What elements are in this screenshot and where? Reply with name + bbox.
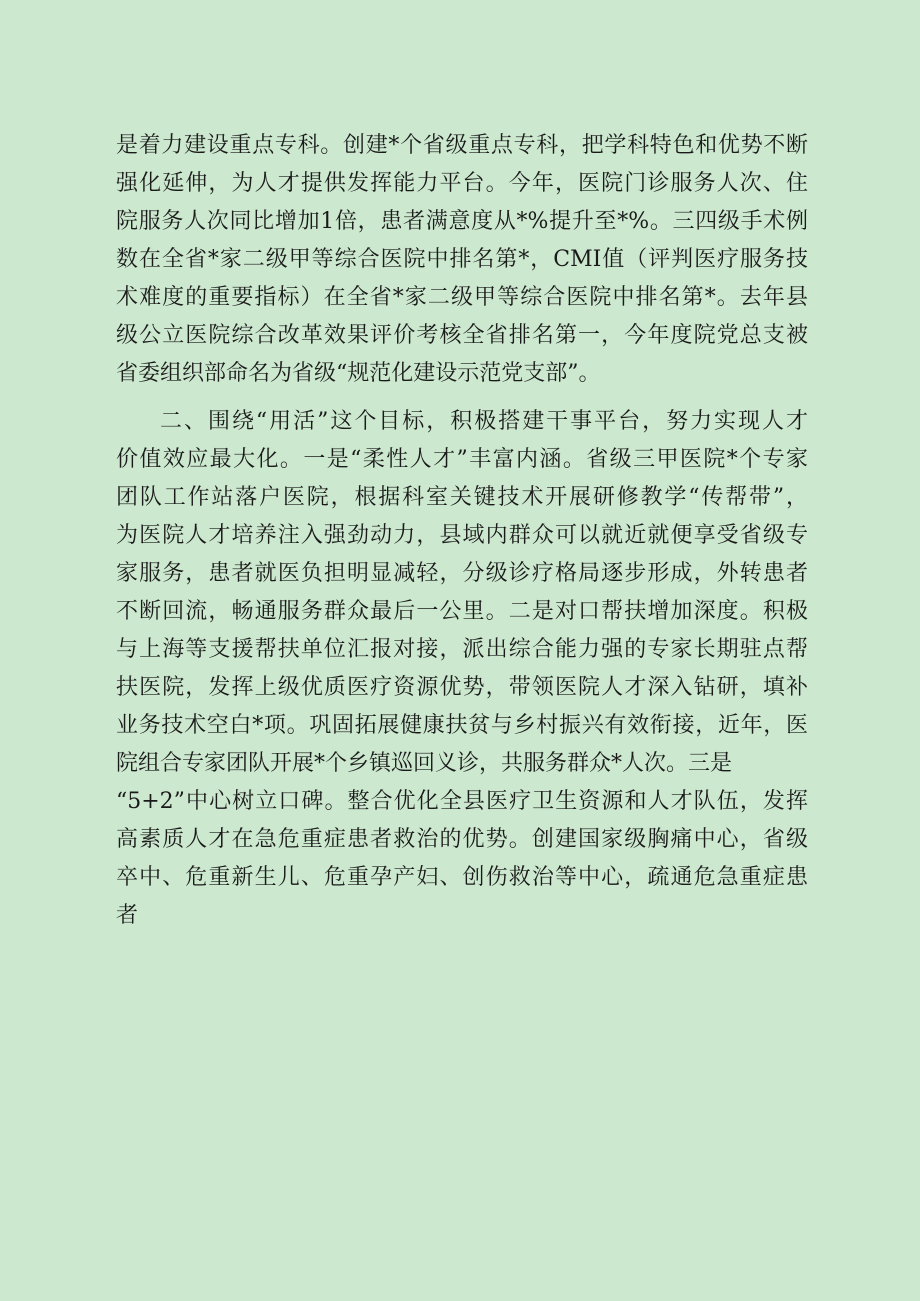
text-line: “5+2”中心树立口碑。整合优化全县医疗卫生资源和人才队伍，发挥 — [116, 789, 808, 814]
text-line: 不断回流，畅通服务群众最后一公里。二是对口帮扶增加深度。积极 — [116, 599, 808, 624]
paragraph-2 — [116, 403, 808, 935]
text-line: 级公立医院综合改革效果评价考核全省排名第一，今年度院党总支被 — [116, 323, 808, 348]
text-line: 省委组织部命名为省级“规范化建设示范党支部”。 — [116, 361, 601, 386]
text-line: 家服务，患者就医负担明显减轻，分级诊疗格局逐步形成，外转患者 — [116, 561, 808, 586]
text-line: 院组合专家团队开展*个乡镇巡回义诊，共服务群众*人次。三是 — [116, 751, 733, 776]
text-line: 为医院人才培养注入强劲动力，县域内群众可以就近就便享受省级专 — [116, 523, 808, 548]
paragraph-gap — [116, 393, 808, 403]
paragraph-1 — [116, 127, 808, 393]
text-line: 卒中、危重新生儿、危重孕产妇、创伤救治等中心，疏通危急重症患 — [116, 865, 808, 890]
text-line: 者 — [116, 903, 139, 928]
text-line: 业务技术空白*项。巩固拓展健康扶贫与乡村振兴有效衔接，近年，医 — [116, 713, 808, 738]
document-body — [116, 127, 808, 935]
text-line: 价值效应最大化。一是“柔性人才”丰富内涵。省级三甲医院*个专家 — [116, 447, 808, 472]
text-line: 与上海等支援帮扶单位汇报对接，派出综合能力强的专家长期驻点帮 — [116, 637, 808, 662]
text-line: 院服务人次同比增加1倍，患者满意度从*%提升至*%。三四级手术例 — [116, 209, 808, 234]
text-line: 高素质人才在急危重症患者救治的优势。创建国家级胸痛中心，省级 — [116, 827, 808, 852]
text-line: 团队工作站落户医院，根据科室关键技术开展研修教学“传帮带”， — [116, 485, 808, 510]
text-line: 数在全省*家二级甲等综合医院中排名第*，CMI值（评判医疗服务技 — [116, 247, 808, 272]
text-line: 术难度的重要指标）在全省*家二级甲等综合医院中排名第*。去年县 — [116, 285, 808, 310]
text-line: 强化延伸，为人才提供发挥能力平台。今年，医院门诊服务人次、住 — [116, 171, 808, 196]
text-line: 二、围绕“用活”这个目标，积极搭建干事平台，努力实现人才 — [160, 409, 808, 434]
text-line: 扶医院，发挥上级优质医疗资源优势，带领医院人才深入钻研，填补 — [116, 675, 808, 700]
text-line: 是着力建设重点专科。创建*个省级重点专科，把学科特色和优势不断 — [116, 133, 808, 158]
